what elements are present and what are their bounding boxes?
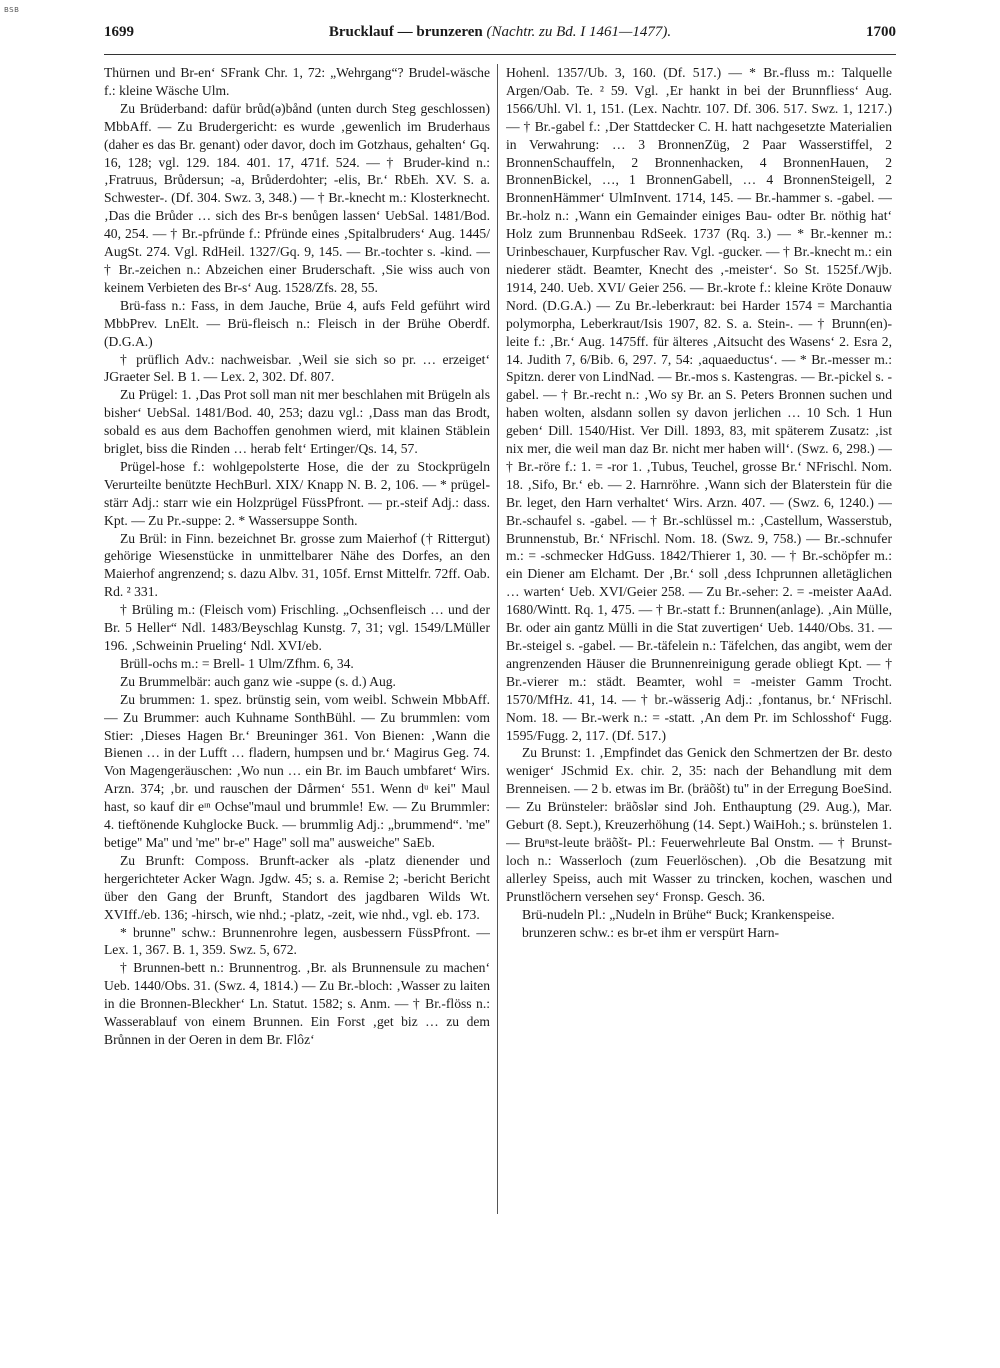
entry-paragraph: Brü-nudeln Pl.: „Nudeln in Brühe“ Buck; Krankenspeise. (522, 906, 835, 922)
entry-paragraph: † Brunnen-bett n.: Brunnentrog. ‚Br. als Brunnensule zu machen‘ Ueb. 1440/Obs. 31. (Swz. 4, 1814.) — Zu Br.-bloch: ‚Wasser zu laiten in die Bronnen-Bleckher‘ Ln. Statut. 1582; s. Anm. — † Br.-flöss n.: Wasserablauf von einem Brunnen. Ein Forst ‚get biz … zu dem Brůnnen in der Oeren in dem Br. Flôz‘ (104, 960, 490, 1047)
page-number-right: 1700 (866, 24, 896, 40)
entry-paragraph: Brüll-ochs m.: = Brell- 1 Ulm/Zfhm. 6, 34. (120, 655, 354, 671)
running-title-note: (Nachtr. zu Bd. I 1461—1477). (486, 24, 672, 40)
entry-paragraph: Thürnen und Br-en‘ SFrank Chr. 1, 72: „Wehrgang“? Brudel-wäsche f.: kleine Wäsche Ulm. (104, 65, 490, 98)
entry-paragraph: † prüflich Adv.: nachweisbar. ‚Weil sie sich so pr. … erzeiget‘ JGraeter Sel. B 1. — Lex. 2, 302. Df. 807. (104, 351, 490, 385)
entry-paragraph: Prügel-hose f.: wohlgepolsterte Hose, die der zu Stockprügeln Verurteilte benützte HechBurl. XIX/ Knapp N. B. 2, 106. — * prügel-stärr Adj.: starr wie ein Holzprügel FüssPfront. — pr.-steif Adj.: dass. Kpt. — Zu Pr.-suppe: 2. * Wassersuppe Sonth. (104, 458, 490, 528)
page-header (104, 20, 896, 48)
column-divider (497, 64, 498, 1214)
entry-paragraph: Zu Brüderband: dafür brůd(ə)bånd (unten durch Steg geschlossen) MbbAff. — Zu Brudergericht: es wurde ‚gewenlich im Bruderhaus (daher es das Br. genant) oder davor, doch im Gotzhaus, gehalten‘ Gq. 16, 128; vgl. 129. 184. 401. 17, 471f. 524. — † Bruder-kind n.: ‚Fratruus, Brůdersun; -a, Brůderdohter; -elis, Br.‘ RbEh. XV. S. a. Schwester-. (Df. 304. Swz. 3, 348.) — † Br.-knecht m.: Klosterknecht. ‚Das die Brůder … sich des Br-s benůgen lassen‘ UebSal. 1481/Bod. 40, 254. — † Br.-pfründe f.: Pfründe eines ‚Spitalbruders‘ Aug. 1445/ AugSt. 274. Vgl. RdHeil. 1327/Gq. 9, 145. — Br.-tochter s. -kind. — † Br.-zeichen n.: Abzeichen einer Bruderschaft. ‚Sie wiss auch von keinem Verbieten des Br-s‘ Aug. 1528/Zfs. 28, 55. (104, 100, 490, 295)
header-rule (104, 54, 896, 55)
entry-paragraph: * brunne'' schw.: Brunnenrohre legen, ausbessern FüssPfront. — Lex. 1, 367. B. 1, 359. Swz. 5, 672. (104, 924, 490, 958)
right-column (506, 64, 892, 1220)
entry-paragraph: Zu Brunst: 1. ‚Empfindet das Genick den Schmertzen der Br. desto weniger‘ JSchmid Ex. chir. 2, 35: nach der Behandlung mit dem Brenneisen. — 2 b. etwas im Br. (bräõšt) tu'' in der Erregung BoeSind. — Zu Brünsteler: bräõslər sind Joh. Enthauptung (29. Aug.), Mar. Geburt (8. Sept.), Kreuzerhöhung (14. Sept.) WaiHoh.; s. brünstelen 1. — Bruⁿst-leute bräõšt- Pl.: Feuerwehrleute Bal Onstm. — † Brunst-loch n.: Wasserloch (zum Feuerlöschen). ‚Ob die Besatzung mit allerley Speiss, auch mit Wasser zu trincken, kochen, waschen und Prunstlöchern versehen sey‘ Fronsp. Gesch. 36. (506, 745, 892, 904)
entry-paragraph: Zu Brül: in Finn. bezeichnet Br. grosse zum Maierhof († Rittergut) gehörige Wiesenstücke in unmittelbarer Nähe des Dorfes, an den Maierhof angrenzend; s. dazu Albv. 31, 105f. Ernst Mittelfr. 72ff. Oab. Rd. ² 331. (104, 530, 490, 600)
entry-paragraph: Zu Brunft: Composs. Brunft-acker als -platz dienender und hergerichteter Acker Wagn. Jgdw. 45; s. a. Remise 2; -bericht Bericht über den Gang der Brunft, Standort des jagdbaren Wilds Wt. XVIff./eb. 136; -hirsch, wie nhd.; -platz, -zeit, wie nhd., vgl. eb. 173. (104, 852, 490, 922)
entry-paragraph: brunzeren schw.: es br-et ihm er verspürt Harn- (522, 924, 780, 940)
entry-paragraph: Hohenl. 1357/Ub. 3, 160. (Df. 517.) — * Br.-fluss m.: Talquelle Argen/Oab. Te. ² 59. Vgl. ‚Er hankt in bei der Brunnfliess‘ Aug. 1566/Uhl. Vl. 1, 151. (Lex. Nachtr. 107. Df. 306. 517. Swz. 1, 1217.) — † Br.-gabel f.: ‚Der Stattdecker C. H. hatt nachgesetzte Materialien in Verwahrung: … 3 BronnenZüg, 2 Paar Wasserstiffel, 2 BronnenSchauffeln, 2 Bronnenhacken, 4 BronnenHauen, 2 BronnenBickel, …, 1 BronnenGabell, … 4 BronnenSteigell, 2 BronnenHämmer‘ UlmInvent. 1714, 145. — Br.-hammer s. -gabel. — Br.-holz n.: ‚Wann ein Gemainder einiges Bau- odter Br. nöthig hat‘ Holz zum Brunnenbau RdSeek. 1737 (Rq. 3.) — * Br.-kenner m.: Urinbeschauer, Kurpfuscher Rav. Vgl. -gucker. — † Br.-knecht m.: ein niederer städt. Beamter, Knecht des ‚-meister‘. So St. 1525f./Wjb. 1914, 240. Ueb. XVI/ Geier 256. — Br.-krote f.: kleine Kröte Donauw Nord. (D.G.A.) — Zu Br.-leberkraut: bei Harder 1574 = Marchantia polymorpha, Leberkraut/Isis 1907, 82. S. a. Stein-. — † Brunn(en)-leite f.: ‚Br.‘ Aug. 1475ff. für älteres ‚Aitsucht des Wasens‘ 2. Esra 2, 14. Judith 7, 6/Bib. 6, 297. 7, 54: ‚aquaeductus‘. — * Br.-messer m.: Spitzn. derer von LindNad. — Br.-mos s. Kastengras. — Br.-pickel s. -gabel. — † Br.-recht n.: ‚Wo sy Br. an S. Peters Bronnen suchen und haben wolten, alsdann sollen sy davon jerlichen … 10 Sch. 1 Hun geben‘ Dill. 1540/Hist. Ver Dill. 1893, 83, mit späterem Zusatz: ‚ist nix mer, die weil man daz Br. nicht mer haben will‘. (Swz. 6, 298.) — † Br.-röre f.: 1. = -ror 1. ‚Tubus, Teuchel, grosse Br.‘ NFrischl. Nom. 18. ‚Sifo, Br.‘ eb. — 2. Harnröhre. ‚Wann sich der Blaterstein für die Br. leget, den Harn verhaltet‘ Wirs. Arzn. 407. — (Swz. 6, 1240.) — Br.-schaufel s. -gabel. — † Br.-schlüssel m.: ‚Castellum, Wasserstub, Brunnenstub, Br.‘ NFrischl. Nom. 18. (Swz. 9, 758.) — Br.-schnufer m.: = -schmecker HdGuss. 1842/Thierer 1, 30. — † Br.-schöpfer m.: ein Diener am Elchamt. Der ‚Br.‘ soll ‚dess Ichprunnen alletäglichen … warten‘ Ueb. XVI/Geier 258. — Zu Br.-seher: 2. = -meister AaAd. 1680/Wintt. Rq. 1, 475. — † Br.-statt f.: Brunnen(anlage). ‚Ain Mülle, Br. oder ain gantz Mülli in die Stat zuvertigen‘ Ueb. 1440/Obs. 31. — Br.-steigel s. -gabel. — Br.-täfelein n.: Täfelchen, das angibt, wem der angrenzenden Häuser die Brunnenreinigung gerade obliegt Kpt. — † Br.-vierer m.: städt. Beamter, wohl = -meister Gamm Trocht. 1570/MfHz. 41, 14. — † br.-wässerig Adj.: ‚fontanus, br.‘ NFrischl. Nom. 18. — Br.-werk n.: = -statt. ‚An dem Pr. im Schlosshof‘ Fugg. 1595/Fugg. 2, 117. (Df. 517.) (506, 65, 892, 743)
entry-paragraph: Zu Prügel: 1. ‚Das Prot soll man nit mer beschlahen mit Brügeln als bisher‘ UebSal. 1481/Bod. 40, 253; dazu vgl.: ‚Dass man das Brodt, sobald es aus dem Bachoffen genohmen wierd, mit klainen Stäblein briglet, biss die Rinden … herab felt‘ Ertinger/Qs. 14, 57. (104, 387, 490, 457)
page-number-left: 1699 (104, 24, 134, 40)
entry-paragraph: Zu brummen: 1. spez. brünstig sein, vom weibl. Schwein MbbAff. — Zu Brummer: auch Kuhname SonthBühl. — Zu brummlen: vom Stier: ‚Dieses Hagen Br.‘ Breuninger 361. Von Bienen: ‚Wann die Bienen … in der Lufft … fladern, humpsen und br.‘ Magirus Geg. 74. Von Magengeräuschen: ‚Wo nun … ein Br. im Bauch umbfaret‘ Wirs. Arzn. 374; ‚br. und rauschen der Dårmen‘ 551. Wenn dᵘ kei'' Maul hast, so kauf dir eᶦⁿ Ochse''maul und brummle! Ew. — Zu Brummler: 4. tieftönende Kuhglocke Buck. — brummlig Adj.: „brummend“. 'me'' betige'' Ma'' und 'me'' br-e'' Hage'' soll ma'' ausweiche'' SaEb. (104, 691, 490, 850)
running-title-main: Brucklauf — brunzeren (328, 24, 483, 40)
entry-paragraph: Zu Brummelbär: auch ganz wie -suppe (s. d.) Aug. (120, 673, 396, 689)
running-title (104, 24, 896, 41)
library-stamp: BSB (4, 6, 20, 14)
left-column (104, 64, 490, 1220)
entry-paragraph: † Brüling m.: (Fleisch vom) Frischling. „Ochsenfleisch … und der Br. 5 Heller“ Ndl. 1483/Beyschlag Kunstg. 7, 31; vgl. 1549/LMüller 196. ‚Schweinin Prueling‘ Ndl. XVI/eb. (104, 602, 490, 653)
entry-paragraph: Brü-fass n.: Fass, in dem Jauche, Brüe 4, aufs Feld geführt wird MbbPrev. LnElt. — Brü-fleisch n.: Fleisch in der Brühe Oberdf. (D.G.A.) (104, 297, 490, 349)
